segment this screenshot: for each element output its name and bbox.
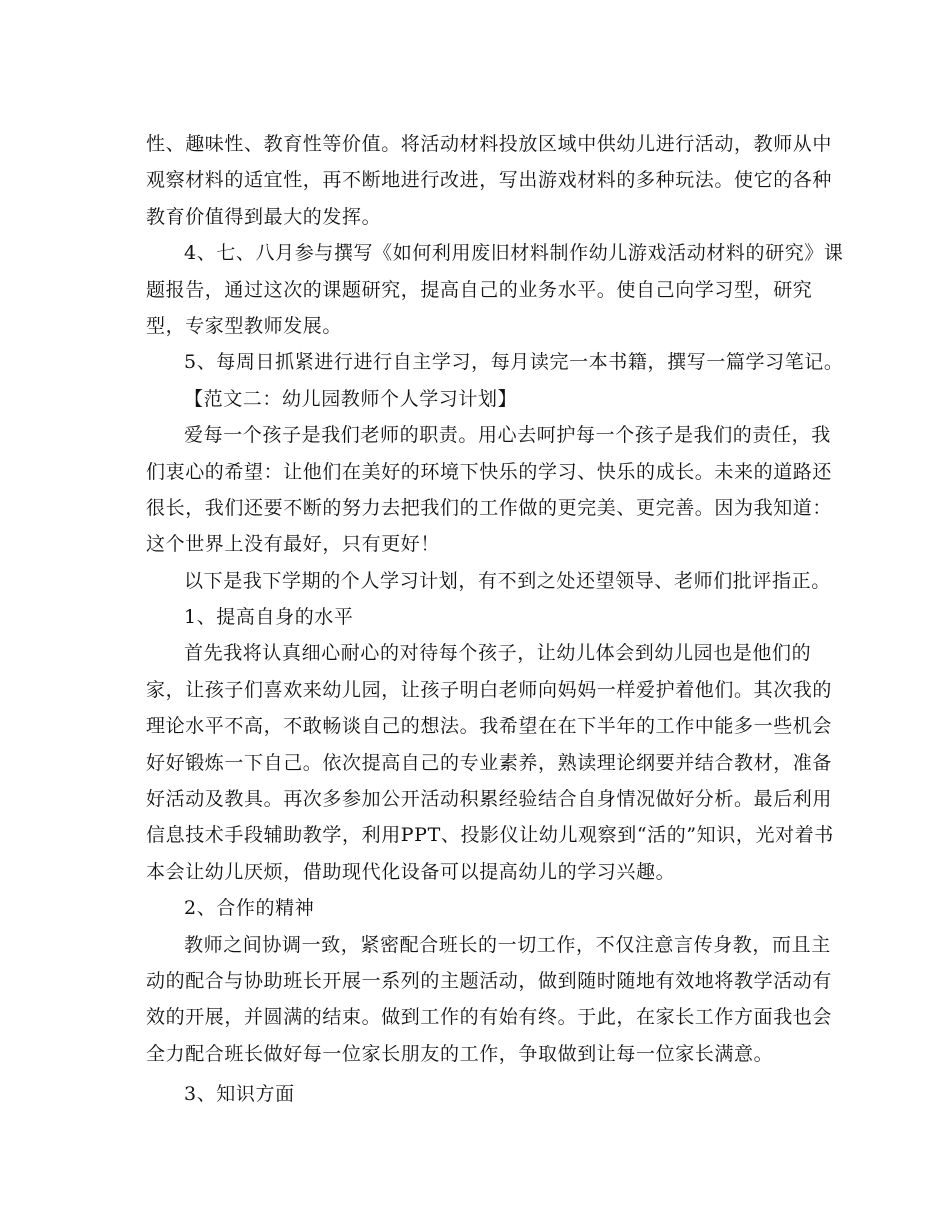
text-line: 以下是我下学期的个人学习计划，有不到之处还望领导、老师们批评指正。 bbox=[184, 569, 831, 592]
text-line: 型，专家型教师发展。 bbox=[146, 314, 343, 337]
text-line: 们衷心的希望：让他们在美好的环境下快乐的学习、快乐的成长。未来的道路还 bbox=[146, 460, 833, 483]
text-line: 家，让孩子们喜欢来幼儿园，让孩子明白老师向妈妈一样爱护着他们。其次我的 bbox=[146, 678, 833, 701]
text-line: 2、合作的精神 bbox=[184, 897, 315, 920]
text-line: 好好锻炼一下自己。依次提高自己的专业素养，熟读理论纲要并结合教材，准备 bbox=[146, 751, 833, 774]
text-line: 效的开展，并圆满的结束。做到工作的有始有终。于此，在家长工作方面我也会 bbox=[146, 1006, 833, 1029]
text-line: 【范文二：幼儿园教师个人学习计划】 bbox=[184, 387, 518, 410]
text-line: 题报告，通过这次的课题研究，提高自己的业务水平。使自己向学习型，研究 bbox=[146, 278, 813, 301]
text-line: 动的配合与协助班长开展一系列的主题活动，做到随时随地有效地将教学活动有 bbox=[146, 969, 833, 992]
text-line: 爱每一个孩子是我们老师的职责。用心去呵护每一个孩子是我们的责任，我 bbox=[184, 424, 831, 447]
text-line: 全力配合班长做好每一位家长朋友的工作，争取做到让每一位家长满意。 bbox=[146, 1042, 774, 1065]
text-line: 教育价值得到最大的发挥。 bbox=[146, 205, 382, 228]
text-line: 这个世界上没有最好，只有更好！ bbox=[146, 533, 441, 556]
text-line: 3、知识方面 bbox=[184, 1083, 295, 1106]
text-line: 很长，我们还要不断的努力去把我们的工作做的更完美、更完善。因为我知道： bbox=[146, 496, 833, 519]
text-line: 观察材料的适宜性，再不断地进行改进，写出游戏材料的多种玩法。使它的各种 bbox=[146, 169, 833, 192]
text-line: 性、趣味性、教育性等价值。将活动材料投放区域中供幼儿进行活动，教师从中 bbox=[146, 133, 833, 155]
text-line: 5、每周日抓紧进行进行自主学习，每月读完一本书籍，撰写一篇学习笔记。 bbox=[184, 351, 844, 374]
text-line: 1、提高自身的水平 bbox=[184, 606, 354, 629]
text-line: 信息技术手段辅助教学，利用PPT、投影仪让幼儿观察到“活的”知识，光对着书 bbox=[146, 824, 834, 847]
text-line: 教师之间协调一致，紧密配合班长的一切工作，不仅注意言传身教，而且主 bbox=[184, 933, 831, 956]
text-line: 好活动及教具。再次多参加公开活动积累经验结合自身情况做好分析。最后利用 bbox=[146, 788, 833, 811]
text-line: 4、七、八月参与撰写《如何利用废旧材料制作幼儿游戏活动材料的研究》课 bbox=[184, 242, 844, 265]
text-line: 理论水平不高，不敢畅谈自己的想法。我希望在在下半年的工作中能多一些机会 bbox=[146, 715, 833, 738]
text-line: 本会让幼儿厌烦，借助现代化设备可以提高幼儿的学习兴趣。 bbox=[146, 860, 676, 883]
text-line: 首先我将认真细心耐心的对待每个孩子，让幼儿体会到幼儿园也是他们的 bbox=[184, 642, 812, 665]
document-body bbox=[146, 126, 844, 1113]
